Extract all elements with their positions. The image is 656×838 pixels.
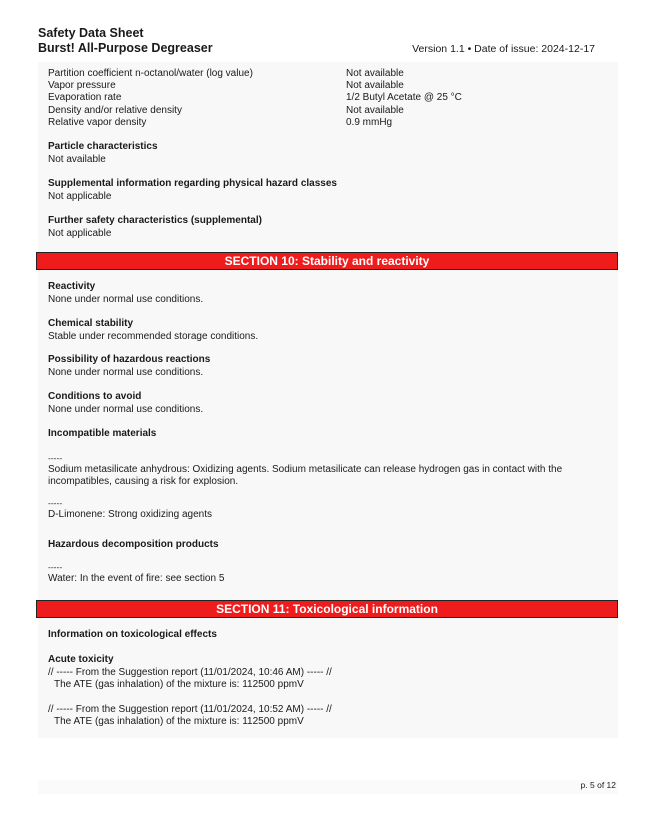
particle-characteristics-heading: Particle characteristics bbox=[48, 141, 158, 152]
supplemental-info-heading: Supplemental information regarding physical hazard classes bbox=[48, 178, 337, 189]
property-row bbox=[48, 68, 608, 80]
incompatible-materials-heading: Incompatible materials bbox=[48, 428, 157, 439]
property-row bbox=[48, 80, 608, 92]
conditions-to-avoid-heading: Conditions to avoid bbox=[48, 391, 142, 402]
acute-toxicity-block bbox=[48, 654, 613, 729]
product-name: Burst! All-Purpose Degreaser bbox=[38, 41, 213, 55]
supplemental-info-block bbox=[48, 178, 613, 203]
property-value: 1/2 Butyl Acetate @ 25 °C bbox=[346, 92, 462, 104]
incompatible-materials-block bbox=[48, 428, 613, 521]
separator-dashes: ----- bbox=[48, 452, 63, 463]
decomposition-entry: Water: In the event of fire: see section 5 bbox=[48, 572, 225, 584]
document-type-title: Safety Data Sheet bbox=[38, 26, 144, 40]
chemical-stability-heading: Chemical stability bbox=[48, 318, 134, 329]
property-value: Not available bbox=[346, 80, 404, 92]
further-safety-block bbox=[48, 215, 613, 240]
hazardous-reactions-text: None under normal use conditions. bbox=[48, 366, 204, 378]
reactivity-heading: Reactivity bbox=[48, 281, 96, 292]
suggestion-report-line: // ----- From the Suggestion report (11/01/2024, 10:52 AM) ----- // bbox=[48, 703, 332, 715]
ate-result-text: The ATE (gas inhalation) of the mixture is: 112500 ppmV bbox=[54, 679, 304, 690]
section-10-header: SECTION 10: Stability and reactivity bbox=[36, 252, 618, 270]
property-row bbox=[48, 105, 608, 117]
property-value: Not available bbox=[346, 68, 404, 79]
property-label: Evaporation rate bbox=[48, 92, 122, 104]
property-row bbox=[48, 117, 608, 129]
hazardous-decomposition-heading: Hazardous decomposition products bbox=[48, 539, 219, 550]
version-and-date: Version 1.1 • Date of issue: 2024-12-17 bbox=[412, 43, 595, 55]
property-label: Vapor pressure bbox=[48, 80, 116, 92]
separator-dashes: ----- bbox=[48, 561, 63, 572]
property-value: 0.9 mmHg bbox=[346, 116, 393, 128]
property-value: Not available bbox=[346, 104, 404, 116]
further-safety-heading: Further safety characteristics (supplemental) bbox=[48, 215, 262, 226]
ate-result-text: The ATE (gas inhalation) of the mixture is: 112500 ppmV bbox=[54, 716, 304, 727]
document-header bbox=[38, 26, 618, 56]
toxicological-effects-block bbox=[48, 629, 613, 642]
content-panel bbox=[38, 62, 618, 738]
reactivity-text: None under normal use conditions. bbox=[48, 293, 204, 305]
property-label: Density and/or relative density bbox=[48, 104, 182, 116]
incompatible-entry: D-Limonene: Strong oxidizing agents bbox=[48, 508, 212, 520]
reactivity-block bbox=[48, 281, 613, 306]
conditions-to-avoid-text: None under normal use conditions. bbox=[48, 403, 204, 415]
page-number: p. 5 of 12 bbox=[580, 780, 616, 790]
particle-characteristics-block bbox=[48, 141, 613, 166]
chemical-stability-text: Stable under recommended storage conditions. bbox=[48, 330, 259, 342]
footer-band bbox=[38, 780, 618, 794]
acute-toxicity-heading: Acute toxicity bbox=[48, 654, 114, 665]
property-label: Relative vapor density bbox=[48, 116, 147, 128]
hazardous-reactions-heading: Possibility of hazardous reactions bbox=[48, 354, 211, 365]
further-safety-text: Not applicable bbox=[48, 227, 112, 239]
property-row bbox=[48, 92, 608, 104]
suggestion-report-line: // ----- From the Suggestion report (11/01/2024, 10:46 AM) ----- // bbox=[48, 666, 332, 678]
supplemental-info-text: Not applicable bbox=[48, 190, 112, 202]
property-label: Partition coefficient n-octanol/water (log value) bbox=[48, 68, 253, 79]
properties-table bbox=[48, 68, 608, 129]
incompatible-entry: Sodium metasilicate anhydrous: Oxidizing agents. Sodium metasilicate can release hydrogen gas in contact with the incompatibles, causing a risk for explosion. bbox=[48, 463, 563, 487]
hazardous-decomposition-block bbox=[48, 539, 613, 585]
particle-characteristics-text: Not available bbox=[48, 153, 106, 165]
hazardous-reactions-block bbox=[48, 354, 613, 379]
section-11-header: SECTION 11: Toxicological information bbox=[36, 600, 618, 618]
toxicological-effects-heading: Information on toxicological effects bbox=[48, 629, 217, 640]
chemical-stability-block bbox=[48, 318, 613, 343]
conditions-to-avoid-block bbox=[48, 391, 613, 416]
separator-dashes: ----- bbox=[48, 497, 63, 508]
